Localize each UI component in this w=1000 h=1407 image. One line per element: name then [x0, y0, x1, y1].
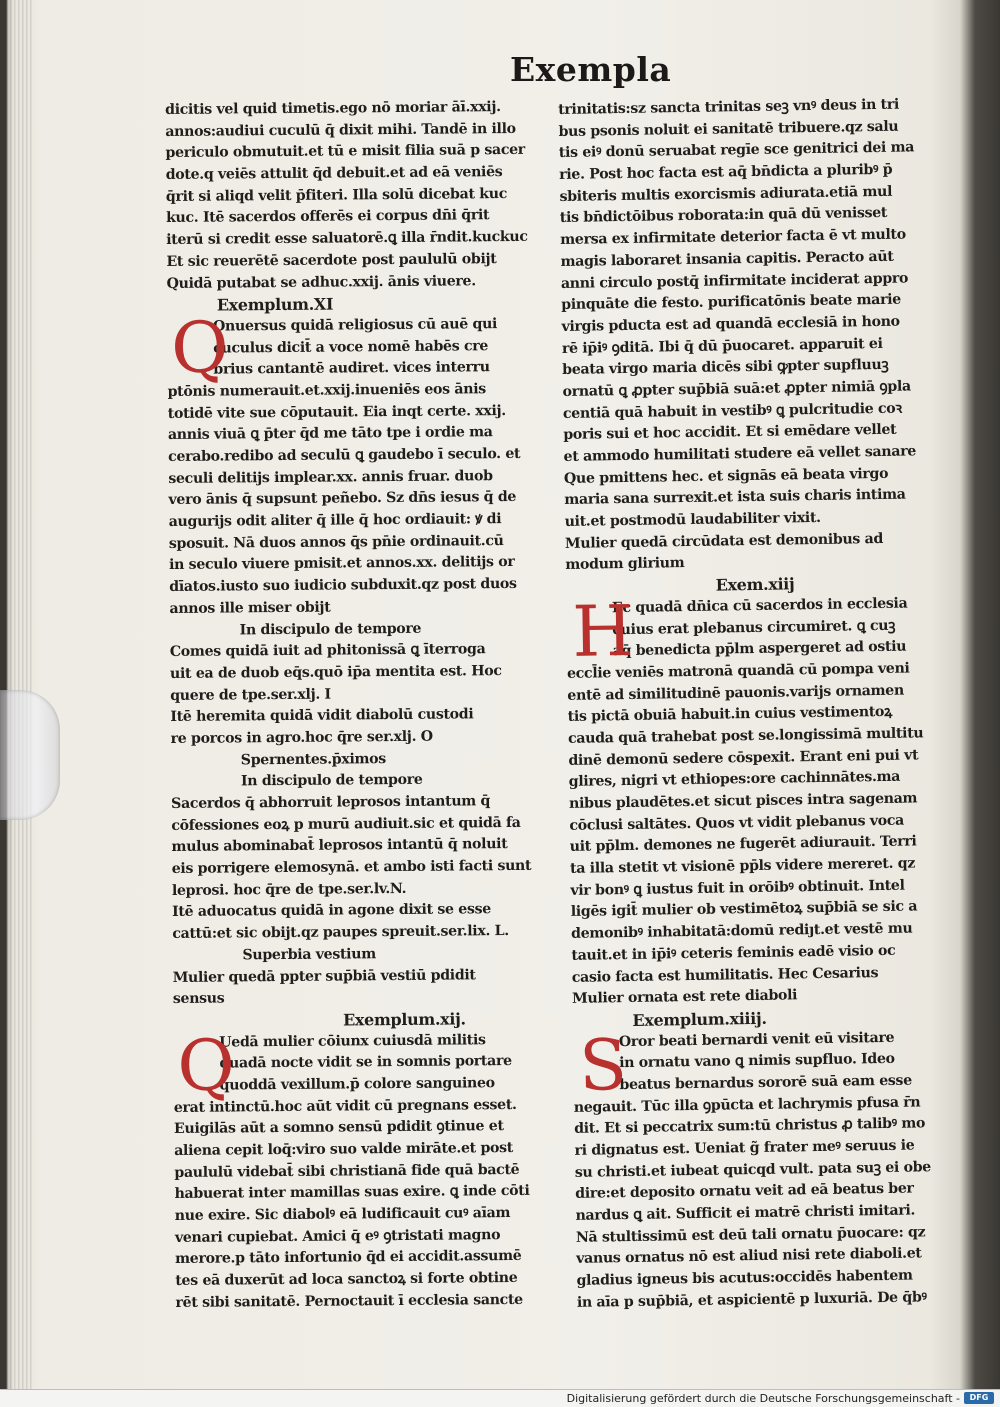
text-line: Nā stultissimū est deū tali ornatu p̄uocare: qz — [575, 1224, 926, 1246]
text-line: In discipulo de tempore — [240, 772, 423, 790]
text-line: poris sui et hoc accidit. Et si emēdare vellet — [563, 422, 897, 444]
text-line: cuculus dicit̄ a voce nomē habēs cre — [213, 337, 489, 357]
text-line: annos ille miser obijt — [169, 599, 331, 617]
text-line: vero ānis q̄ supsunt peñebo. Sz dn̄s iesus q̄ de — [168, 489, 517, 509]
text-line: re porcos in agro.hoc q̄re ser.xlj. O — [170, 728, 433, 747]
text-line: rēt sibi sanitatē. Pernoctauit ī ecclesia sancte — [175, 1291, 523, 1311]
text-line: nibus plaudētes.et sicut pisces intra sagenam — [568, 790, 918, 812]
drop-initial-xiii: H — [571, 589, 634, 673]
text-line: bus psonis noluit ei sanitatē tribuere.qz salu — [558, 118, 899, 140]
text-line: dit. Et si peccatrix sum:tū christus ꝓ talibꝰ mo — [574, 1115, 926, 1138]
text-line: rie. Post hoc facta est aq̄ bn̄dicta a pluribꝰ p̄ — [559, 161, 893, 184]
text-line: maria sana surrexit.et ista suis charis intima — [564, 486, 906, 509]
text-line: periculo obmutuit.et tū e misit filia suā p sacer — [165, 142, 525, 162]
text-line: Spernentes.p̄ximos — [240, 750, 386, 768]
text-line: leprosi. hoc q̄re de tpe.ser.lv.N. — [171, 880, 407, 899]
text-line: Onuersus quidā religiosus cū auē qui — [212, 315, 498, 335]
text-line: Uedā mulier cōiunx cuiusdā militis — [219, 1031, 486, 1051]
text-line: uit ea de duob eq̄s.quō ip̄a mentita est. Hoc — [169, 662, 502, 682]
book-page — [30, 0, 968, 1390]
text-line: quoddā vexillum.p̄ colore sanguineo — [219, 1075, 495, 1094]
text-line: gladius igneus bis acutus:occidēs habentem — [576, 1267, 913, 1289]
drop-initial-xiiii: S — [578, 1023, 628, 1107]
dfg-logo: DFG — [964, 1392, 994, 1404]
text-line: seculi delitijs implear.xx. annis fruar. duob — [168, 467, 493, 487]
exemplum-xii-block — [173, 1023, 530, 1314]
text-line: dicitis vel quid timetis.ego nō moriar āī.xxij. — [165, 99, 501, 118]
heading-exemplum-xii: Exemplum.xij. — [342, 1009, 466, 1030]
text-line: mulus abominabat̄ leprosos intantū q̄ noluit — [171, 836, 508, 856]
text-line: ta illa stetit vt visionē pp̄ls videre mereret. qz — [569, 855, 916, 877]
text-line: tauit.et in ip̄iꝰ ceteris feminis eadē visio oc — [571, 942, 896, 964]
heading-exemplum-xiii: Exem.xiij — [715, 574, 795, 595]
text-line: Euigilās aūt a somno sensū pdidit ꝯtinue et — [173, 1118, 504, 1138]
text-line: annos:audiui cuculū q̄ dixit mihi. Tandē in illo — [165, 120, 516, 140]
text-line: et ammodo humilitati studere eā vellet sanare — [563, 443, 917, 465]
text-line: merore.p tāto infortunio q̄d ei accidit.assumē — [175, 1248, 522, 1268]
text-line: cōfessiones eoꝝ p murū audiuit.sic et quidā fa — [171, 814, 521, 834]
footer-bar — [0, 1389, 1000, 1407]
text-line: dinē demonū sedere cōspexit. Erant eni pui vt — [568, 747, 919, 769]
text-line: virgis pducta est ad quandā ecclesiā in hono — [561, 313, 900, 335]
text-line: dire:et deposito ornatu veit ad eā beatus ber — [575, 1180, 914, 1203]
text-line: tis pictā obuiā habuit.in cuius vestimentoꝝ — [567, 704, 893, 726]
text-line: uit.et postmodū laudabiliter vixit. — [564, 509, 821, 531]
text-line: Mulier ornata est rete diaboli — [571, 987, 798, 1008]
text-line: sposuit. Nā duos annos q̄s pn̄ie ordinauit.cū — [168, 532, 504, 552]
text-line: glires, nigri vt ethiopes:ore cachinnātes.ma — [568, 769, 901, 791]
text-line: cauda quā trahebat post se.longissimā multitu — [567, 725, 924, 747]
exemplum-xiiii-block — [573, 1023, 957, 1314]
text-line: modum glirium — [565, 555, 685, 574]
left-text-block-a — [165, 97, 528, 295]
heading-exemplum-xiiii: Exemplum.xiiij. — [632, 1008, 767, 1030]
text-line: negauit. Tūc illa ꝯpūcta et lachrymis pfusa r̄n — [573, 1094, 921, 1116]
text-line: magis laboraret insania capitis. Peracto aūt — [560, 248, 894, 270]
text-line: trinitatis:sz sancta trinitas seꝫ vnꝰ deus in tri — [558, 96, 900, 118]
text-line: su christi.et iubeat quicqd vult. pata suꝫ ei obe — [574, 1158, 932, 1181]
text-line: Ec quadā dn̄ica cū sacerdos in ecclesia — [611, 595, 908, 617]
text-line: totidē vite sue cōputauit. Eia inqt certe. xxij. — [167, 402, 506, 422]
text-line: quadā nocte vidit se in somnis portare — [219, 1053, 512, 1072]
drop-initial-xii: Q — [177, 1023, 235, 1107]
text-line: mersa ex infirmitate deterior facta ē vt multo — [560, 226, 906, 249]
text-line: cōclusi saltātes. Quos vt vidit plebanus voca — [569, 812, 905, 834]
exemplum-xi-block — [167, 306, 525, 621]
text-line: quere de tpe.ser.xlj. I — [170, 686, 331, 704]
text-line: uit pp̄lm. demones ne fugerēt adiurauit. Terri — [569, 833, 917, 856]
text-line: brius cantantē audiret. vices interru — [213, 359, 490, 378]
text-line: tis eiꝰ donū seruabat regīe sce genitrici dei ma — [558, 139, 915, 162]
text-line: habuerat inter mamillas suas exire. ꝗ inde cōti — [174, 1183, 530, 1203]
text-line: anni circulo postq̄ infirmitate inciderat appro — [560, 270, 909, 292]
text-line: ri dignatus est. Ueniat g̃ frater meꝰ seruus ie — [574, 1137, 915, 1159]
footer-credit: Digitalisierung gefördert durch die Deutsche Forschungsgemeinschaft - — [566, 1392, 960, 1405]
text-line: vanus ornatus nō est aliud nisi rete diaboli.et — [576, 1245, 922, 1268]
text-line: cerabo.redibo ad seculū ꝗ gaudebo ī seculo. et — [168, 445, 521, 465]
text-line: entē ad similitudinē pauonis.varijs ornamen — [567, 682, 905, 704]
text-line: dote.q veiēs attulit q̄d debuit.et ad eā veniēs — [165, 164, 503, 184]
right-text-block-a — [558, 94, 945, 577]
text-line: casio facta est humilitatis. Hec Cesarius — [571, 964, 879, 986]
text-line: kuc. Itē sacerdos offerēs ei corpus dn̄i q̄rit — [165, 207, 490, 227]
text-line: pinquāte die festo. purificatōnis beate marie — [561, 291, 901, 314]
exemplum-xiii-block — [566, 589, 952, 1011]
text-line: beatus bernardus sororē suā eam esse — [619, 1072, 912, 1094]
text-line: in aīa p sup̄biā, et aspicientē p luxuriā. De q̄bꝰ — [576, 1289, 927, 1311]
text-line: Quidā putabat se adhuc.xxij. ānis viuere. — [166, 272, 476, 292]
text-line: in ornatu vano ꝗ nimis supfluo. Ideo — [619, 1051, 895, 1072]
text-line: paululū videbat̄ sibi christianā fide quā bactē — [174, 1161, 520, 1181]
text-line: nue exire. Sic diabolꝰ eā ludificauit cuꝰ aīam — [174, 1205, 511, 1225]
text-line: Sacerdos q̄ abhorruit leprosos intantum q̄ — [171, 793, 491, 812]
heading-exemplum-xi: Exemplum.XI — [216, 294, 334, 315]
text-line: beata virgo maria dicēs sibi ꝙpter supfluuꝫ — [562, 357, 889, 379]
text-line: Comes quidā iuit ad phitonissā ꝗ īterroga — [169, 641, 486, 661]
text-line: Mulier quedā circūdata est demonibus ad — [564, 530, 884, 552]
text-line: nardus ꝗ ait. Sufficit ei matrē christi imitari. — [575, 1202, 916, 1224]
text-line: ornatū ꝗ ꝓpter sup̄biā suā:et ꝓpter nimiā ꝯpla — [562, 378, 911, 400]
text-line: vir bonꝰ ꝗ iustus fuit in orōibꝰ obtinuit. Intel — [570, 877, 905, 899]
text-line: iterū si credit esse saluatorē.ꝗ illa r̄ndit.kuckuc — [166, 228, 528, 249]
text-line: centiā quā habuit in vestibꝰ ꝗ pulcritudie coꝛ — [562, 400, 902, 422]
text-line: venari cupiebat. Amici q̄ eꝰ ꝯtristati magno — [174, 1226, 501, 1246]
drop-initial-xi: Q — [170, 306, 229, 389]
text-line: eis porrigere elemosynā. et ambo isti facti sunt — [171, 857, 532, 878]
left-column — [165, 97, 531, 1315]
text-line: rē ip̄iꝰ ꝯditā. Ibi q̄ dū p̄uocaret. apparuit ei — [561, 335, 883, 357]
text-line: Et sic reuerētē sacerdote post paululū obijt — [166, 250, 497, 270]
text-line: ligēs igit̄ mulier ob vestimētoꝝ sup̄biā se sic a — [570, 898, 918, 921]
right-text-block-c — [573, 1023, 957, 1314]
text-line: Mulier quedā ppter sup̄biā vestiū pdidit — [172, 966, 476, 986]
text-line: ptōnis numerauit.et.xxij.inueniēs eos ānis — [167, 381, 486, 400]
text-line: demonibꝰ inhabitatā:domū rediȷt.et vestē mu — [570, 920, 913, 943]
text-line: eccl̄ie veniēs matronā quandā cū pompa veni — [566, 660, 910, 682]
left-text-block-c — [169, 617, 532, 1010]
text-line: dīatos.iusto suo iudicio subduxit.qz post duos — [169, 576, 517, 596]
text-line: sbiteris multis exorcismis adiurata.etiā mul — [559, 183, 893, 205]
text-line: aq̄ benedicta pp̄lm aspergeret ad ostiu — [612, 638, 907, 660]
right-column — [558, 94, 957, 1314]
text-line: in seculo viuere pmisit.et annos.xx. delitijs or — [168, 554, 515, 574]
text-line: tis bn̄dictōibus roborata:in quā dū venisset — [559, 205, 888, 227]
text-line: In discipulo de tempore — [239, 620, 422, 638]
text-line: Oror beati bernardi venit eū visitare — [618, 1029, 895, 1050]
text-line: Itē aduocatus quidā in agone dixit se esse — [172, 901, 491, 921]
text-line: sensus — [172, 990, 225, 1008]
text-line: Que pmittens hec. et signās eā beata virgo — [563, 465, 889, 487]
text-line: aliena cepit loq̄:viro suo valde mirāte.et post — [174, 1140, 514, 1159]
text-line: cattū:et sic obijt.qz paupes spreuit.ser.lix. L. — [172, 923, 509, 943]
text-line: erat intinctū.hoc aūt vidit cū pregnans esset. — [173, 1096, 517, 1116]
text-line: annis viuā ꝗ p̄ter q̄d me tāto tpe i ordie ma — [167, 424, 493, 444]
text-line: Superbia vestium — [242, 946, 376, 964]
text-line: augurijs odit aliter q̄ ille q̄ hoc ordiauit: ꝟ di — [168, 511, 502, 531]
text-line: cuius erat plebanus circumiret. ꝗ cuꝫ — [612, 617, 896, 638]
text-line: q̄rit si aliqd velit p̄fiteri. Illa solū dicebat kuc — [165, 185, 508, 205]
running-head: Exempla — [510, 50, 672, 89]
text-line: tes eā duxerūt ad loca sanctoꝝ si forte obtine — [175, 1270, 518, 1290]
text-line: Itē heremita quidā vidit diabolū custodi — [170, 706, 474, 726]
